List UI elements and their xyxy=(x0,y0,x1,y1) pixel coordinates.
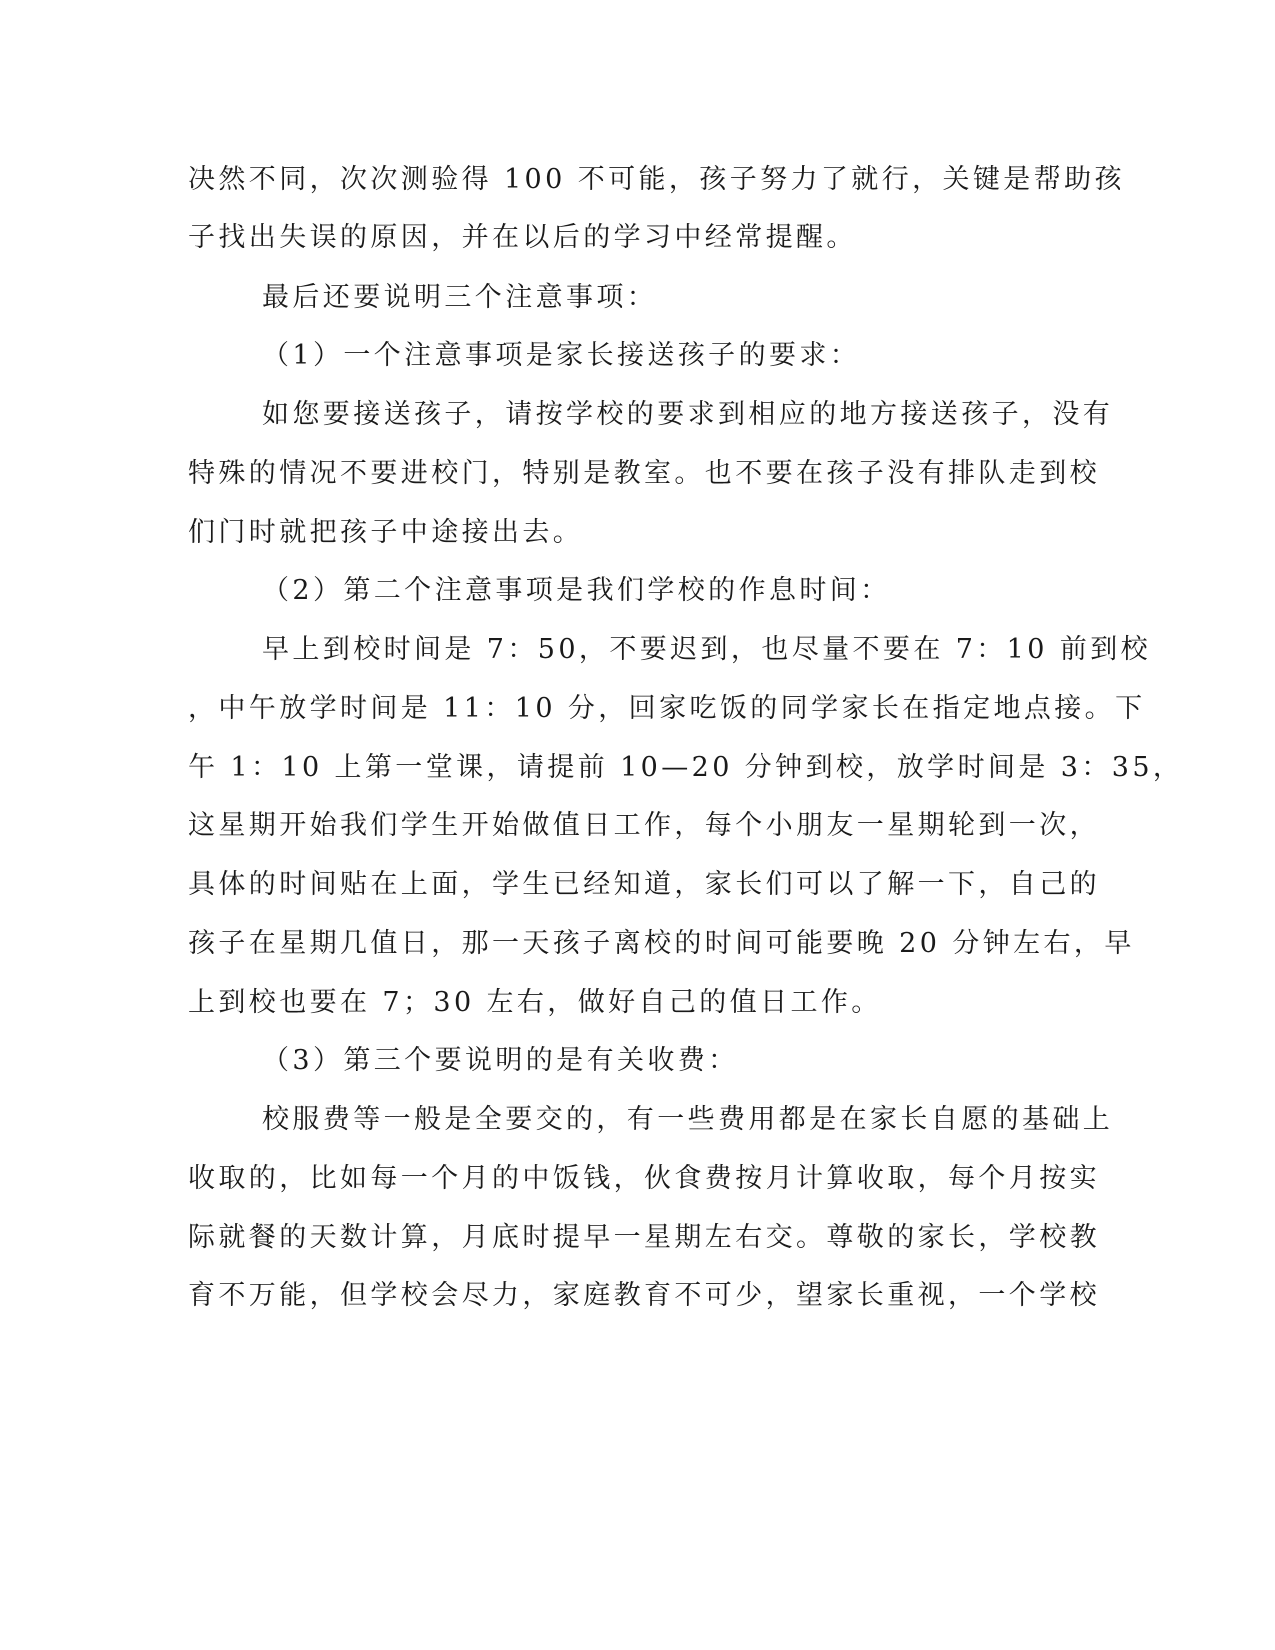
text-line: 收取的，比如每一个月的中饭钱，伙食费按月计算收取，每个月按实 xyxy=(188,1163,1100,1194)
text-line: 如您要接送孩子，请按学校的要求到相应的地方接送孩子，没有 xyxy=(262,399,1114,430)
text-line: （3）第三个要说明的是有关收费： xyxy=(262,1045,739,1076)
text-line: （2）第二个注意事项是我们学校的作息时间： xyxy=(262,575,891,606)
text-line: 校服费等一般是全要交的，有一些费用都是在家长自愿的基础上 xyxy=(262,1104,1114,1135)
text-line: 最后还要说明三个注意事项： xyxy=(262,282,658,313)
text-line: 具体的时间贴在上面，学生已经知道，家长们可以了解一下，自己的 xyxy=(188,869,1100,900)
text-line: ，中午放学时间是 11：10 分，回家吃饭的同学家长在指定地点接。下 xyxy=(188,693,1146,724)
text-line: 际就餐的天数计算，月底时提早一星期左右交。尊敬的家长，学校教 xyxy=(188,1222,1100,1253)
text-line: （1）一个注意事项是家长接送孩子的要求： xyxy=(262,340,861,371)
text-line: 们门时就把孩子中途接出去。 xyxy=(188,517,584,548)
text-line: 上到校也要在 7；30 左右，做好自己的值日工作。 xyxy=(188,987,882,1018)
text-line: 决然不同，次次测验得 100 不可能，孩子努力了就行，关键是帮助孩 xyxy=(188,164,1125,195)
text-line: 特殊的情况不要进校门，特别是教室。也不要在孩子没有排队走到校 xyxy=(188,458,1100,489)
text-line: 育不万能，但学校会尽力，家庭教育不可少，望家长重视，一个学校 xyxy=(188,1280,1100,1311)
text-line: 早上到校时间是 7：50，不要迟到，也尽量不要在 7：10 前到校 xyxy=(262,634,1152,665)
text-line: 这星期开始我们学生开始做值日工作，每个小朋友一星期轮到一次， xyxy=(188,810,1100,841)
text-line: 子找出失误的原因，并在以后的学习中经常提醒。 xyxy=(188,222,857,253)
text-line: 午 1：10 上第一堂课，请提前 10—20 分钟到校，放学时间是 3：35， xyxy=(188,752,1184,783)
text-line: 孩子在星期几值日，那一天孩子离校的时间可能要晚 20 分钟左右，早 xyxy=(188,928,1135,959)
